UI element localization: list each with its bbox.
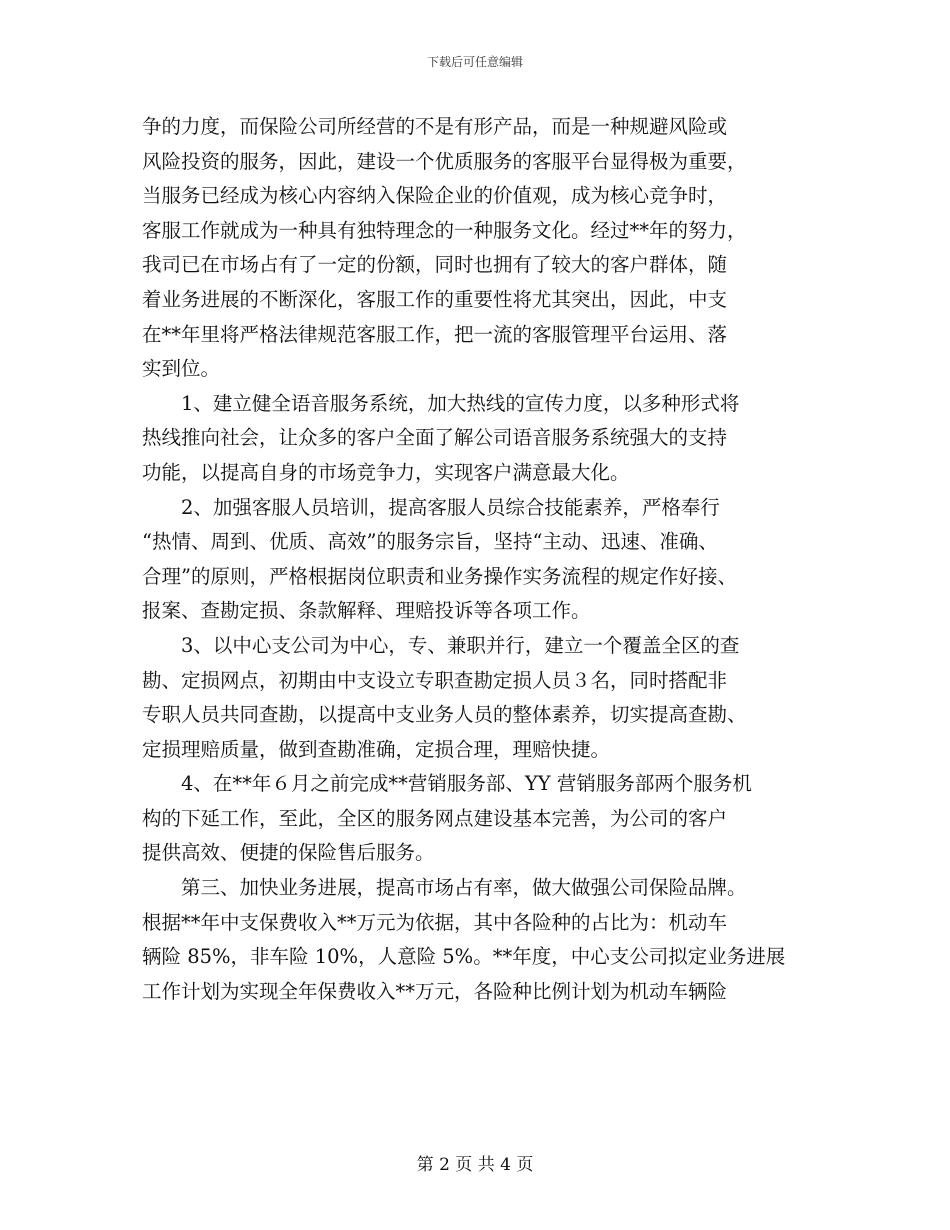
page-header: 下载后可任意编辑: [426, 55, 523, 69]
text-line: 根据**年中支保费收入**万元为依据，其中各险种的占比为：机动车: [142, 910, 728, 934]
text-line: 我司已在市场占有了一定的份额，同时也拥有了较大的客户群体，随: [142, 253, 728, 277]
text-line: 报案、查勘定损、条款解释、理赔投诉等各项工作。: [142, 599, 591, 623]
text-line: 工作计划为实现全年保费收入**万元，各险种比例计划为机动车辆险: [142, 979, 728, 1003]
text-line: 定损理赔质量，做到查勘准确，定损合理，理赔快捷。: [142, 737, 611, 761]
paragraph-item-4: [142, 767, 812, 871]
text-line: “热情、周到、优质、高效”的服务宗旨，坚持“主动、迅速、准确、: [142, 530, 718, 554]
paragraph-intro: [142, 110, 812, 387]
paragraph-item-3: [142, 629, 812, 767]
text-line: 客服工作就成为一种具有独特理念的一种服务文化。经过**年的努力，: [142, 218, 747, 242]
text-line: 提供高效、便捷的保险售后服务。: [142, 841, 435, 865]
text-line: 风险投资的服务，因此，建设一个优质服务的客服平台显得极为重要，: [142, 149, 747, 173]
text-line: 4、在**年６月之前完成**营销服务部、YY 营销服务部两个服务机: [181, 772, 752, 796]
text-line: 争的力度，而保险公司所经营的不是有形产品，而是一种规避风险或: [142, 115, 728, 138]
text-line: 3、以中心支公司为中心，专、兼职并行，建立一个覆盖全区的查: [181, 633, 740, 657]
text-line: 勘、定损网点，初期由中支设立专职查勘定损人员３名，同时搭配非: [142, 668, 728, 692]
text-line: 2、加强客服人员培训，提高客服人员综合技能素养，严格奉行: [181, 495, 720, 519]
text-line: 构的下延工作，至此，全区的服务网点建设基本完善，为公司的客户: [142, 806, 728, 830]
document-body: [142, 110, 812, 1009]
text-line: 辆险 85%，非车险 10%，人意险 5%。**年度，中心支公司拟定业务进展: [142, 945, 786, 969]
text-line: 在**年里将严格法律规范客服工作，把一流的客服管理平台运用、落: [142, 322, 728, 346]
text-line: 热线推向社会，让众多的客户全面了解公司语音服务系统强大的支持: [142, 426, 728, 450]
text-line: 功能，以提高自身的市场竞争力，实现客户满意最大化。: [142, 460, 630, 484]
paragraph-item-1: [142, 387, 812, 491]
paragraph-section-3: [142, 871, 812, 1009]
text-line: 第三、加快业务进展，提高市场占有率，做大做强公司保险品牌。: [181, 876, 747, 900]
text-line: 1、建立健全语音服务系统，加大热线的宣传力度，以多种形式将: [181, 391, 740, 415]
page-footer: 第 2 页 共 4 页: [416, 1155, 534, 1175]
text-line: 着业务进展的不断深化，客服工作的重要性将尤其突出，因此，中支: [142, 287, 728, 311]
text-line: 当服务已经成为核心内容纳入保险企业的价值观，成为核心竞争时，: [142, 184, 728, 208]
paragraph-item-2: [142, 491, 812, 629]
text-line: 实到位。: [142, 357, 221, 381]
text-line: 专职人员共同查勘，以提高中支业务人员的整体素养，切实提高查勘、: [142, 703, 747, 727]
text-line: 合理”的原则，严格根据岗位职责和业务操作实务流程的规定作好接、: [142, 564, 737, 588]
